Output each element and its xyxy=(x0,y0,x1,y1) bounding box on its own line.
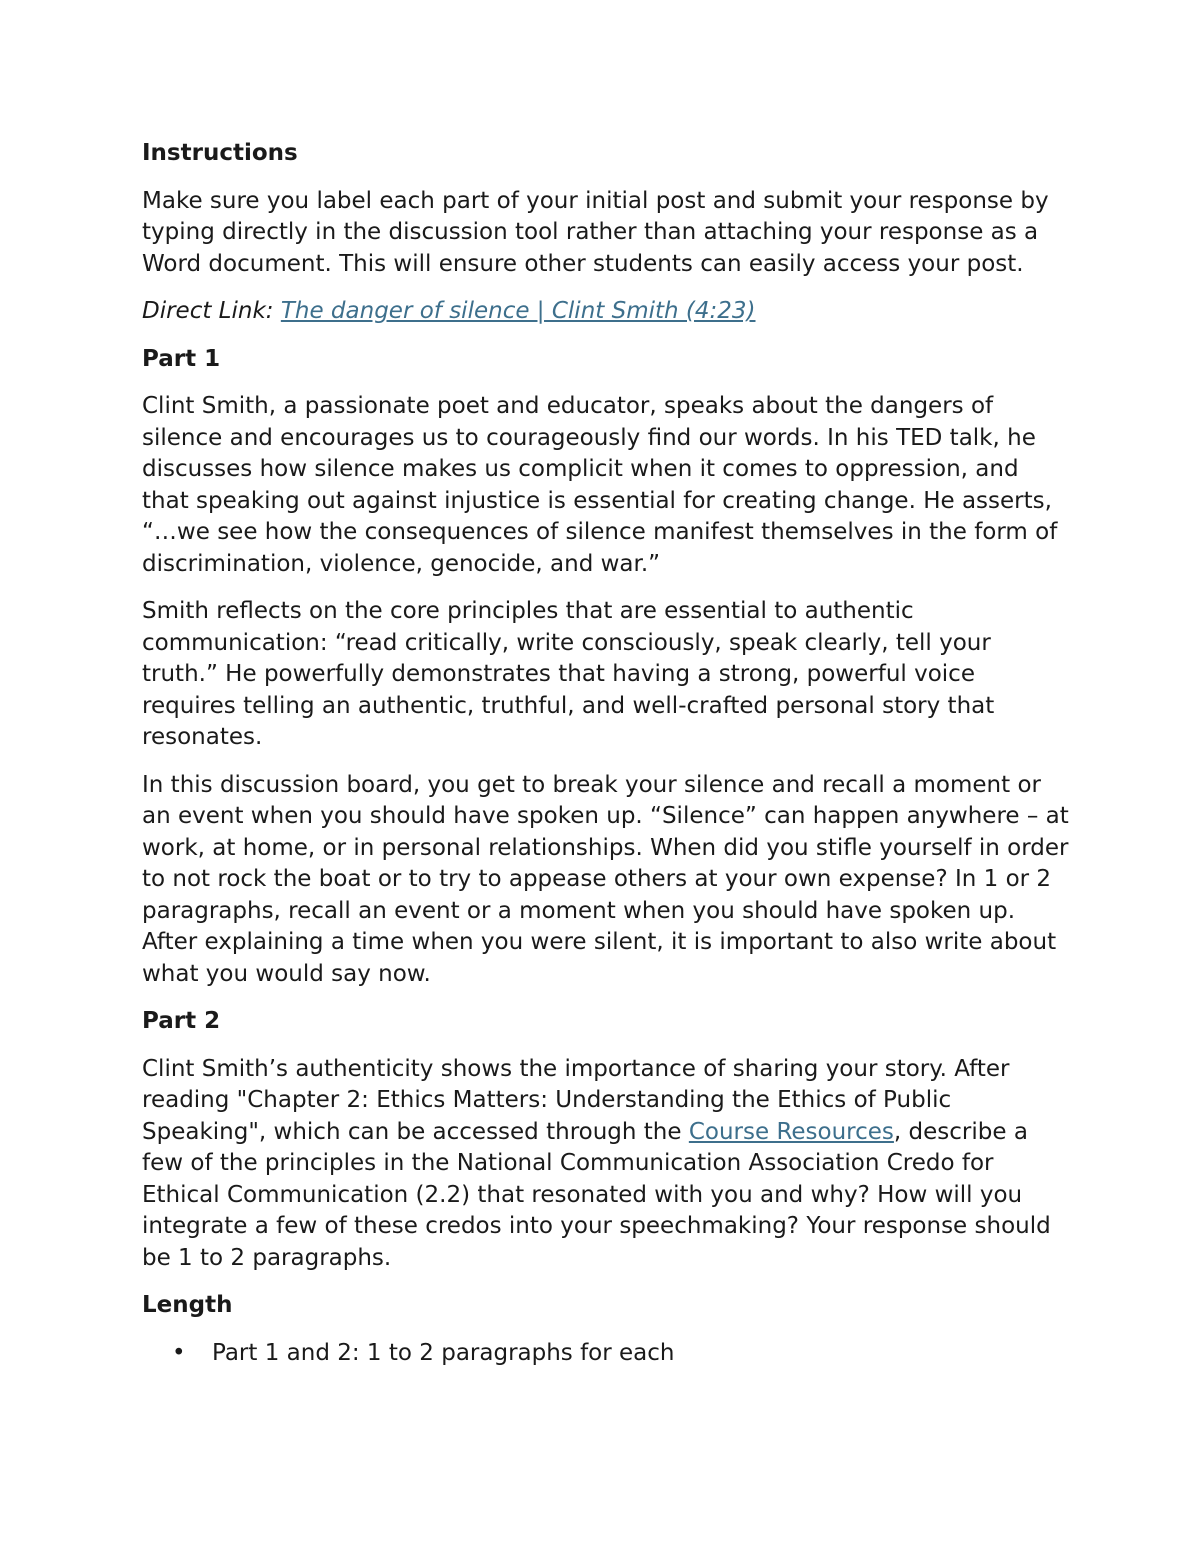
course-resources-link[interactable]: Course Resources xyxy=(688,1118,894,1145)
instructions-heading: Instructions xyxy=(142,140,298,166)
length-heading: Length xyxy=(142,1292,233,1318)
list-item xyxy=(172,1338,1072,1370)
instructions-paragraph: Make sure you label each part of your initial post and submit your response by typing directly in the discussion tool rather than attaching your response as a Word document. This will ensure other students can easily access your post. xyxy=(142,187,1049,277)
document-page xyxy=(142,138,1072,1369)
part2-paragraph xyxy=(142,1054,1072,1275)
part1-heading: Part 1 xyxy=(142,345,221,372)
ted-talk-link[interactable]: The danger of silence | Clint Smith (4:23) xyxy=(280,298,756,324)
part2-text-after-link: , describe a few of the principles in the National Communication Association Credo for Ethical Communication (2.2) that resonated with you and why? How will you integrate a few of these credos into your speechmaking? Your response should be 1 to 2 paragraphs. xyxy=(142,1118,1051,1271)
direct-link-line xyxy=(142,296,1072,328)
part2-text-before-link: Clint Smith’s authenticity shows the importance of sharing your story. After reading "Chapter 2: Ethics Matters: Understanding the Ethics of Public Speaking", which can be accessed through the xyxy=(142,1055,1010,1145)
length-item-text: Part 1 and 2: 1 to 2 paragraphs for each xyxy=(212,1339,675,1366)
part2-heading: Part 2 xyxy=(142,1008,221,1034)
part1-paragraph-1: Clint Smith, a passionate poet and educator, speaks about the dangers of silence and encourages us to courageously find our words. In his TED talk, he discusses how silence makes us complicit when it comes to oppression, and that speaking out against injustice is essential for creating change. He asserts, “…we see how the consequences of silence manifest themselves in the form of discrimination, violence, genocide, and war.” xyxy=(142,393,1058,577)
direct-link-label: Direct Link: xyxy=(142,298,274,324)
part1-paragraph-3: In this discussion board, you get to break your silence and recall a moment or an event when you should have spoken up. “Silence” can happen anywhere – at work, at home, or in personal relationships. When did you stifle yourself in order to not rock the boat or to try to appease others at your own expense? In 1 or 2 paragraphs, recall an event or a moment when you should have spoken up. After explaining a time when you were silent, it is important to also write about what you would say now. xyxy=(142,771,1069,987)
bullet-icon: • xyxy=(172,1339,186,1366)
length-list xyxy=(142,1338,1072,1370)
part1-paragraph-2: Smith reflects on the core principles that are essential to authentic communication: “read critically, write consciously, speak clearly, tell your truth.” He powerfully demonstrates that having a strong, powerful voice requires telling an authentic, truthful, and well-crafted personal story that resonates. xyxy=(142,598,995,750)
